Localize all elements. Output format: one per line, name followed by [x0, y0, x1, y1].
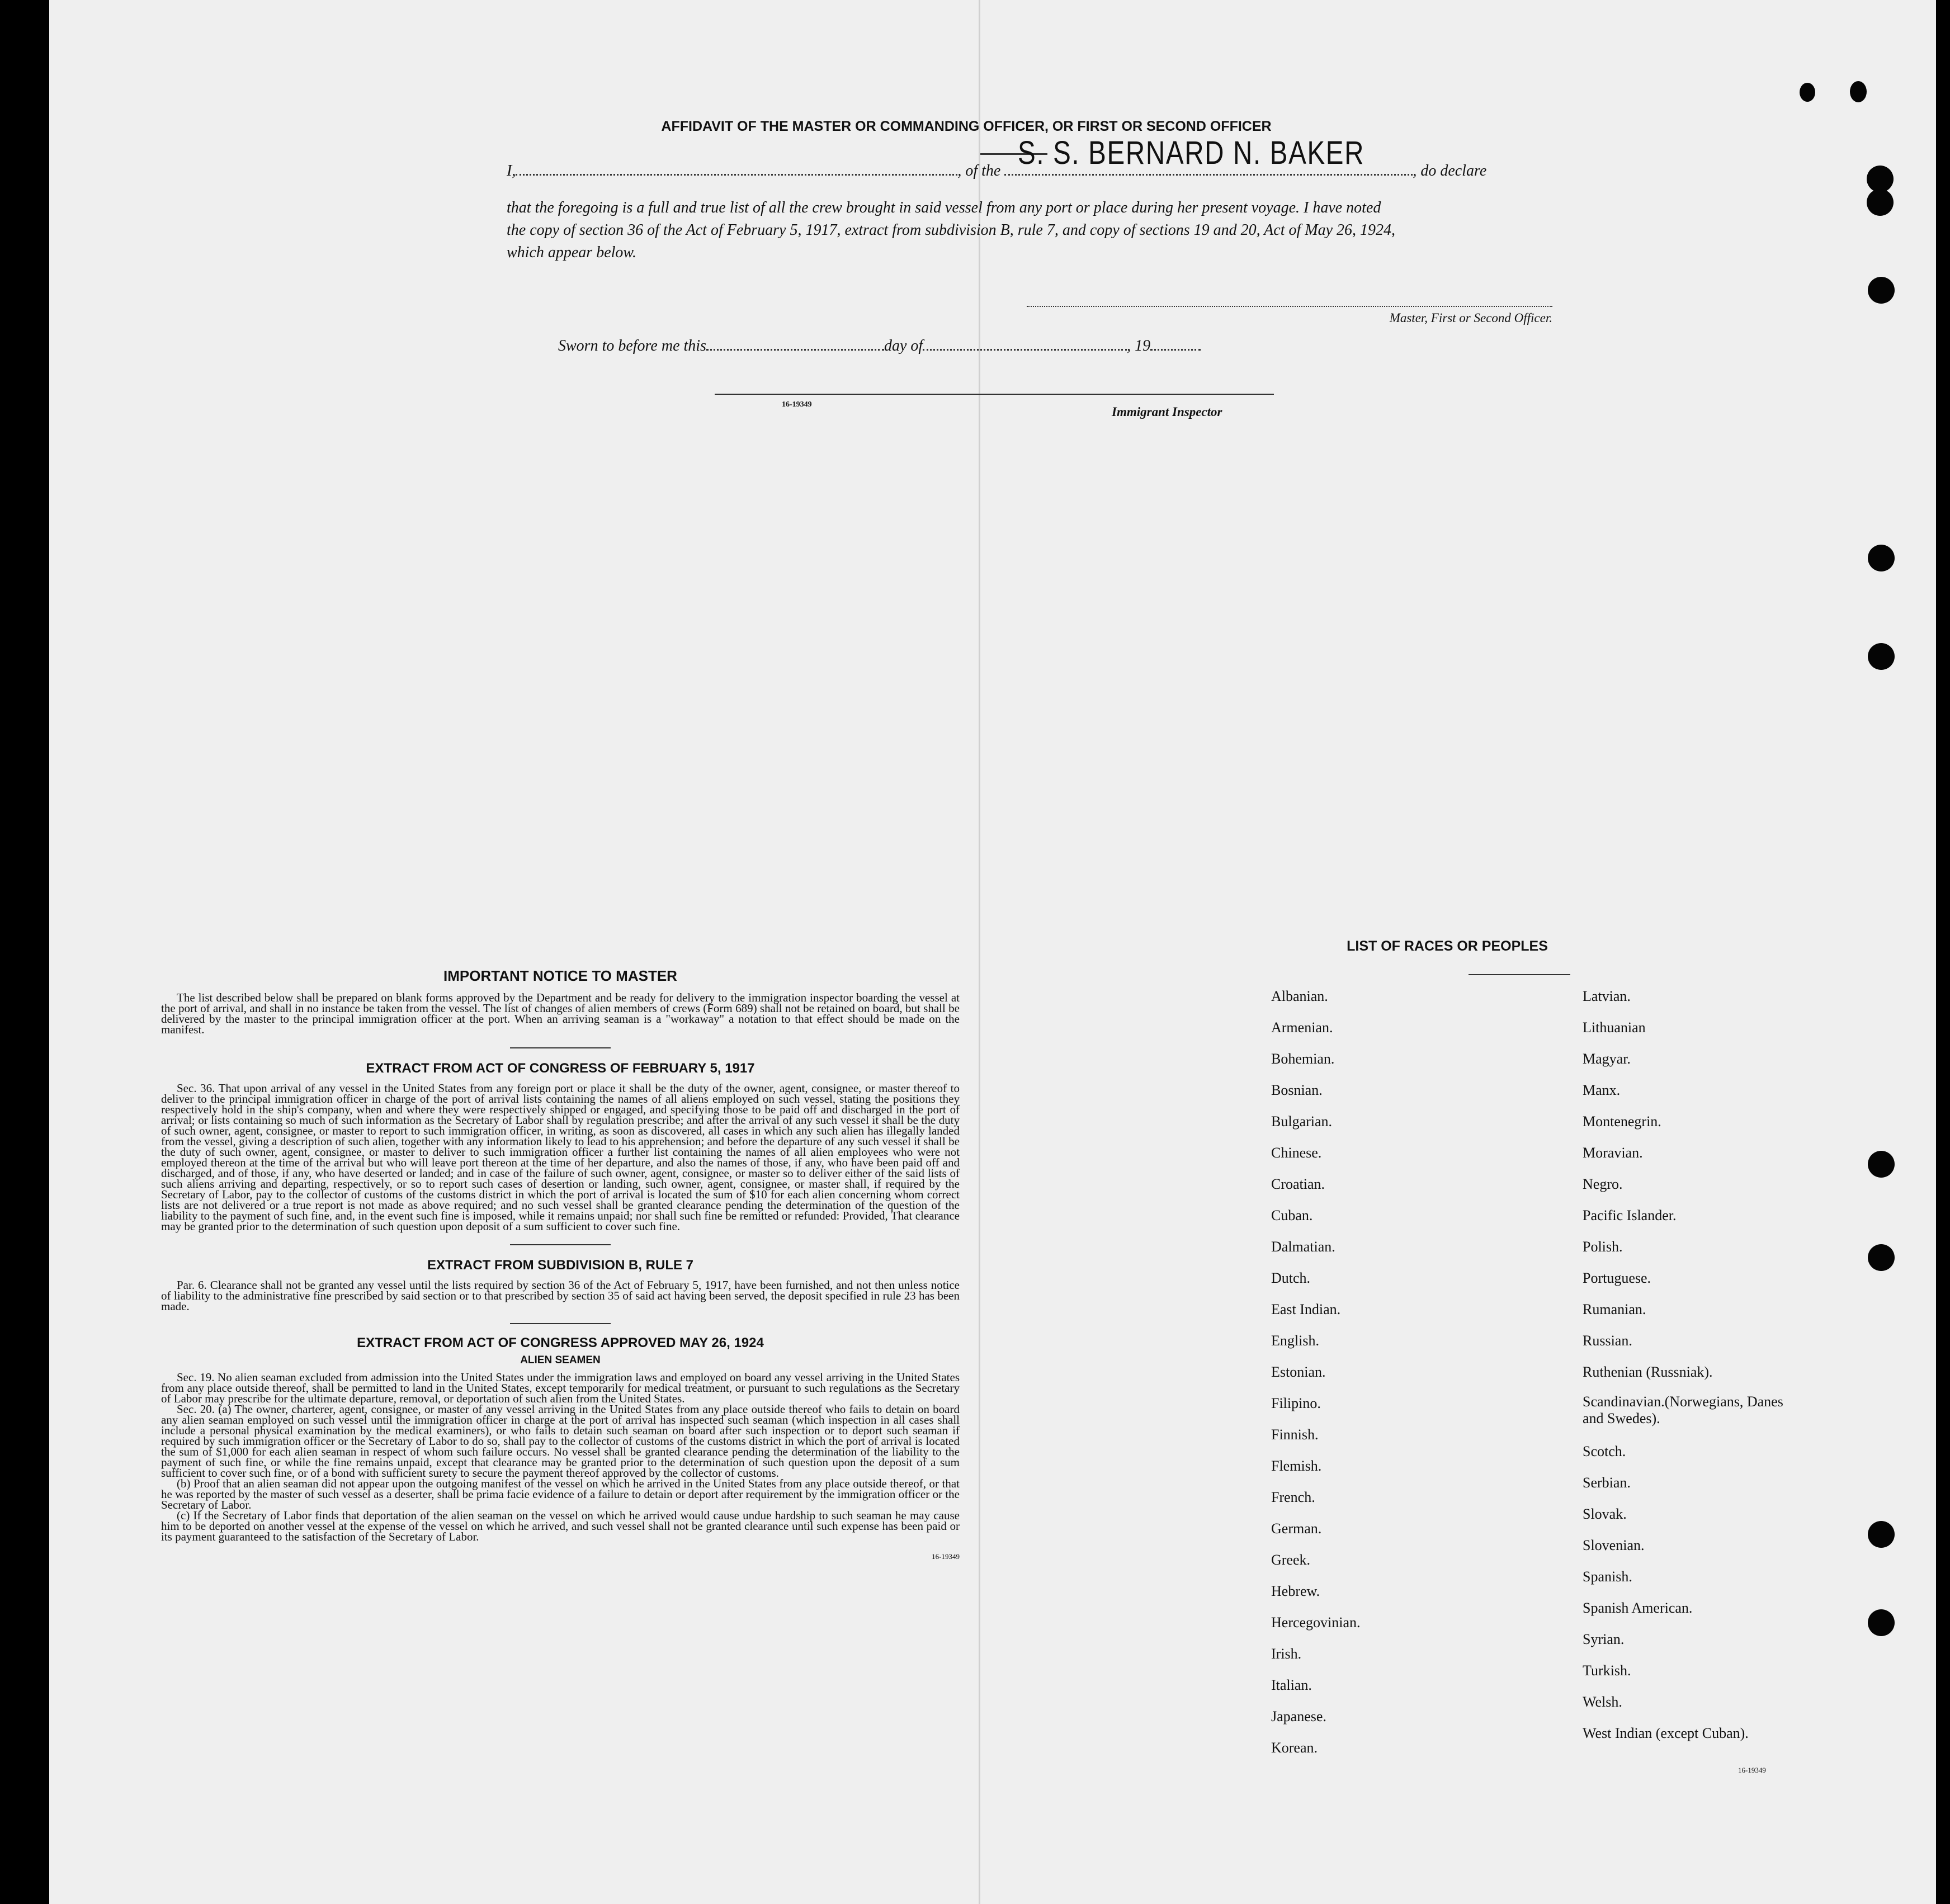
race-item: Bosnian. [1271, 1082, 1323, 1098]
race-item: English. [1271, 1333, 1319, 1349]
extract-1924-title: EXTRACT FROM ACT OF CONGRESS APPROVED MAY 26, 1924 [357, 1335, 764, 1350]
race-item: Serbian. [1583, 1475, 1631, 1491]
race-item: Flemish. [1271, 1458, 1322, 1474]
section-divider [510, 1047, 611, 1048]
sworn-day-label: day of [884, 337, 923, 355]
of-the-label: , of the [957, 162, 1001, 179]
inspector-line [715, 394, 1274, 395]
inspector-label: Immigrant Inspector [1112, 405, 1222, 419]
races-column-1 [1271, 981, 1484, 1764]
extract-rule7-title: EXTRACT FROM SUBDIVISION B, RULE 7 [427, 1258, 694, 1273]
punch-hole [1868, 643, 1895, 670]
race-item: Hebrew. [1271, 1583, 1320, 1599]
race-item: Portuguese. [1583, 1270, 1651, 1286]
notices-form-number: 16-19349 [932, 1552, 960, 1561]
race-item: Rumanian. [1583, 1301, 1646, 1317]
race-item: French. [1271, 1489, 1315, 1505]
race-item: Lithuanian [1583, 1019, 1646, 1036]
race-item: Hercegovinian. [1271, 1614, 1361, 1631]
race-item: Finnish. [1271, 1426, 1319, 1443]
races-column-2 [1583, 981, 1817, 1749]
race-item: Latvian. [1583, 988, 1631, 1004]
race-item: Irish. [1271, 1646, 1302, 1662]
ship-name: S. S. BERNARD N. BAKER [1018, 135, 1365, 171]
race-item: Negro. [1583, 1176, 1623, 1192]
declaration-line [507, 135, 1631, 190]
races-title: LIST OF RACES OR PEOPLES [1347, 938, 1548, 954]
sec-20c-body: (c) If the Secretary of Labor finds that deportation of the alien seaman on the vessel on which he arrived would cause undue hardship to such seaman he may cause him to be deported on another vessel at the expense of the vessel on which he arrived, and such vessel shall not be granted clearance until such expense has been paid or its payment guaranteed to the satisfaction of the Secretary of Labor. [161, 1509, 960, 1543]
sec-20a-body: Sec. 20. (a) The owner, charterer, agent, consignee, or master of any vessel arriving in the United States from any place outside thereof who fails to detain on board any alien seaman employed on such vessel until the immigration officer in charge at the port of arrival has inspected such seaman (which inspection in all cases shall include a personal physical examination by the medical examiners), or who fails to detain such seaman on board after such inspection or to deport such seaman if required by such immigration officer or the Secretary of Labor to do so, shall pay to the collector of customs of the customs district in which the port of arrival is located the sum of $1,000 for each alien seaman in respect of whom such failure occurs. No vessel shall be granted clearance pending the determination of the liability to the payment of such fine, or while the fine remains unpaid, except that clearance may be granted prior to the determination of such question upon the deposit of a sum sufficient to cover such fine, or of a bond with sufficient surety to secure the payment thereof approved by the collector of customs. [161, 1402, 960, 1480]
punch-hole [1868, 545, 1895, 571]
sworn-prefix: Sworn to before me this [558, 337, 706, 355]
race-item: Spanish. [1583, 1568, 1632, 1585]
page-fold [979, 0, 980, 1904]
race-item: Armenian. [1271, 1019, 1333, 1036]
race-item: Montenegrin. [1583, 1113, 1661, 1130]
race-item: Manx. [1583, 1082, 1621, 1098]
notice-body: The list described below shall be prepared on blank forms approved by the Department and be ready for delivery to the immigration inspector boarding the vessel at the port of arrival, and shall in no instance be taken from the vessel. The list of changes of alien members of crews (Form 689) shall not be retained on board, but shall be delivered by the master to the principal immigration officer at the port. When an arriving seaman is a "workaway" a notation to that effect should be made on the manifest. [161, 991, 960, 1036]
punch-hole [1868, 1609, 1895, 1636]
ship-name-blank [1004, 135, 1413, 176]
race-item: Chinese. [1271, 1145, 1322, 1161]
race-item: Welsh. [1583, 1694, 1622, 1710]
extract-1917-body: Sec. 36. That upon arrival of any vessel in the United States from any foreign port or place it shall be the duty of the owner, agent, consignee, or master thereof to deliver to the principal immigration officer in charge of the port of arrival lists containing the names of all aliens employed on such vessel, stating the positions they respectively hold in the ship's company, when and where they were respectively shipped or engaged, and specifying those to be paid off and discharged in the port of arrival; or lists containing so much of such information as the Secretary of Labor shall by regulation prescribe; and after the arrival of any such vessel it shall be the duty of such owner, agent, consignee, or master to report to such immigration officer, in writing, as soon as discovered, all cases in which any such alien has illegally landed from the vessel, giving a description of such alien, together with any information likely to lead to his apprehension; and before the departure of any such vessel it shall be the duty of such owner, agent, consignee, or master to deliver to such immigration officer a further list containing the names of all alien employees who were not employed thereon at the time of the arrival but who will leave port thereon at the time of her departure, and also the names of those, if any, who have been paid off and discharged, and of those, if any, who have deserted or landed; and in case of the failure of such owner, agent, consignee, or master so to deliver either of the said lists of such aliens arriving and departing, respectively, or so to report such cases of desertion or landing, such owner, agent, consignee, or master shall, if required by the Secretary of Labor, pay to the collector of customs of the customs district in which the port of arrival is located the sum of $10 for each alien concerning whom correct lists are not delivered or a true report is not made as above required; and no such vessel shall be granted clearance pending the determination of the question of the liability to the payment of such fine, and, in the event such fine is imposed, while it remains unpaid; nor shall such fine be remitted or refunded: Provided, That clearance may be granted prior to the determination of such question upon deposit of a sum sufficient to cover such fine. [161, 1081, 960, 1233]
races-form-number: 16-19349 [1738, 1766, 1766, 1774]
race-item: Albanian. [1271, 988, 1328, 1004]
sec-19-body: Sec. 19. No alien seaman excluded from admission into the United States under the immigration laws and employed on board any vessel arriving in the United States from any place outside thereof, shall be permitted to land in the United States, except temporarily for medical treatment, or pursuant to such regulations as the Secretary of Labor may prescribe for the ultimate departure, removal, or deportation of such alien from the United States. [161, 1371, 960, 1405]
declare-label: , do declare [1413, 162, 1487, 179]
affidavit-title: AFFIDAVIT OF THE MASTER OR COMMANDING OFFICER, OR FIRST OR SECOND OFFICER [661, 119, 1272, 134]
race-item: Polish. [1583, 1239, 1623, 1255]
race-item: Slovak. [1583, 1506, 1627, 1522]
races-title-underline [1469, 974, 1570, 975]
signature-label: Master, First or Second Officer. [1389, 311, 1552, 325]
race-item: Japanese. [1271, 1708, 1326, 1725]
race-item: Bulgarian. [1271, 1113, 1333, 1130]
sworn-month-blank [923, 349, 1127, 351]
affidavit-form-number: 16-19349 [782, 400, 812, 409]
punch-hole [1850, 81, 1867, 102]
race-item: Magyar. [1583, 1051, 1631, 1067]
race-item: Dutch. [1271, 1270, 1311, 1286]
punch-hole [1868, 277, 1895, 304]
punch-hole [1867, 189, 1894, 216]
race-item: German. [1271, 1520, 1322, 1537]
race-item: Bohemian. [1271, 1051, 1335, 1067]
sworn-year-label: , 19 [1127, 337, 1151, 355]
race-item: Croatian. [1271, 1176, 1325, 1192]
sworn-line [558, 337, 1296, 355]
race-item: Korean. [1271, 1740, 1318, 1756]
sworn-year-blank [1150, 349, 1201, 351]
race-item: Spanish American. [1583, 1600, 1693, 1616]
document-page [49, 0, 1936, 1904]
declarant-prefix: I, [507, 162, 516, 179]
extract-1924-subtitle: ALIEN SEAMEN [520, 1354, 601, 1366]
race-item: Estonian. [1271, 1364, 1326, 1380]
legal-notices [161, 967, 960, 1561]
race-item: Turkish. [1583, 1662, 1631, 1679]
race-item: Ruthenian (Russniak). [1583, 1364, 1713, 1380]
race-item: Syrian. [1583, 1631, 1625, 1647]
punch-hole [1868, 1521, 1895, 1548]
affidavit-line-4: which appear below. [507, 244, 637, 261]
race-item: Cuban. [1271, 1207, 1313, 1223]
section-divider [510, 1244, 611, 1245]
signature-line [1027, 305, 1552, 307]
sworn-date-blank [706, 349, 884, 351]
affidavit-line-3: the copy of section 36 of the Act of February 5, 1917, extract from subdivision B, rule 7, and copy of sections 19 and 20, Act of May 26, 1924, [507, 221, 1396, 239]
punch-hole [1867, 166, 1894, 192]
race-item: Dalmatian. [1271, 1239, 1335, 1255]
race-item: Greek. [1271, 1552, 1311, 1568]
race-item: Moravian. [1583, 1145, 1643, 1161]
race-item: West Indian (except Cuban). [1583, 1725, 1749, 1741]
race-item: Scotch. [1583, 1443, 1626, 1459]
race-item: Scandinavian.(Norwegians, Danes and Swedes). [1583, 1393, 1783, 1426]
affidavit-body [507, 197, 1631, 264]
punch-hole [1800, 83, 1815, 102]
race-item: Italian. [1271, 1677, 1312, 1693]
declarant-name-blank [516, 174, 957, 176]
race-item: Russian. [1583, 1333, 1632, 1349]
race-item: East Indian. [1271, 1301, 1341, 1317]
punch-hole [1868, 1151, 1895, 1178]
notice-title: IMPORTANT NOTICE TO MASTER [443, 967, 677, 984]
section-divider [510, 1323, 611, 1324]
extract-1917-title: EXTRACT FROM ACT OF CONGRESS OF FEBRUARY 5, 1917 [366, 1061, 755, 1076]
race-item: Slovenian. [1583, 1537, 1645, 1553]
affidavit-line-2: that the foregoing is a full and true list of all the crew brought in said vessel from any port or place during her present voyage. I have noted [507, 199, 1381, 216]
sec-20b-body: (b) Proof that an alien seaman did not appear upon the outgoing manifest of the vessel on which he arrived in the United States from any place outside thereof, or that he was reported by the master of such vessel as a deserter, shall be prima facie evidence of a failure to detain or deport after requirement by the immigration officer or the Secretary of Labor. [161, 1477, 960, 1511]
punch-hole [1868, 1244, 1895, 1271]
extract-rule7-body: Par. 6. Clearance shall not be granted any vessel until the lists required by section 36 of the Act of February 5, 1917, have been furnished, and not then unless notice of liability to the administrative fine prescribed by said section or to that prescribed by section 35 of said act having been served, the deposit specified in rule 23 has been made. [161, 1278, 960, 1313]
race-item: Filipino. [1271, 1395, 1321, 1411]
race-item: Pacific Islander. [1583, 1207, 1677, 1223]
